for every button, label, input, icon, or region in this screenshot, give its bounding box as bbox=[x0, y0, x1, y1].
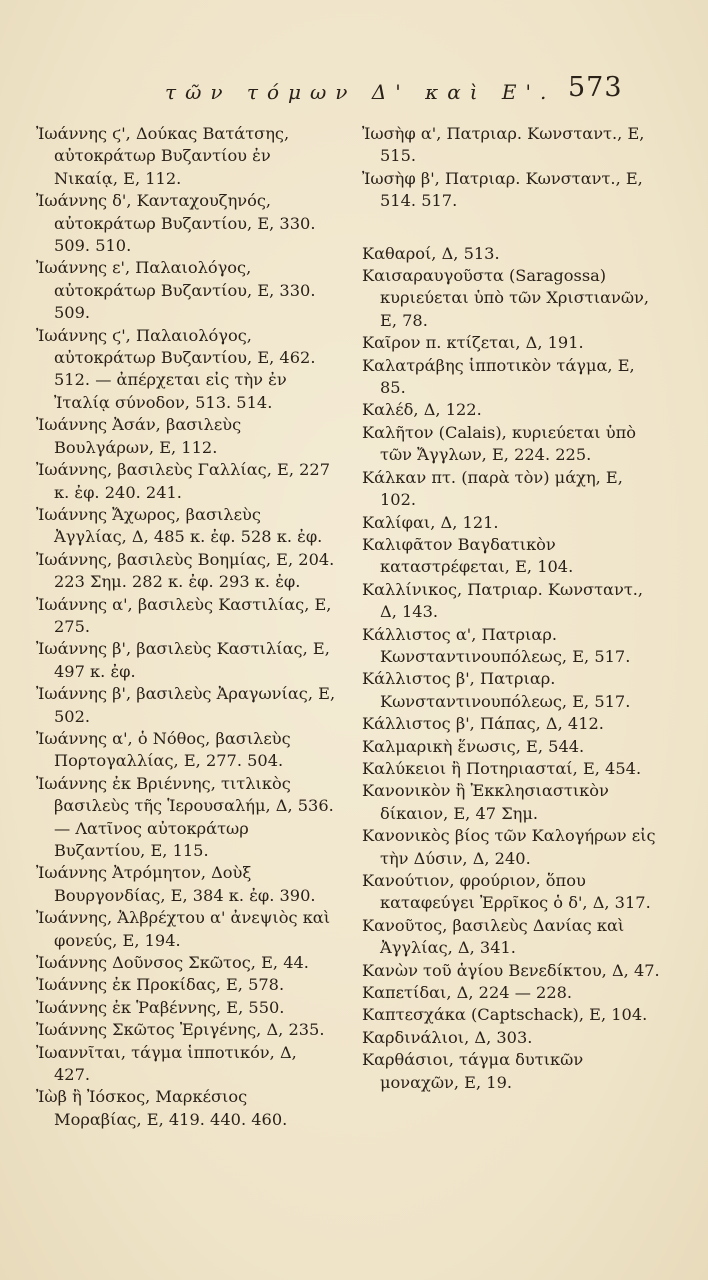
index-entry: Ἰωάννης Ἀσάν, βασιλεὺς Βουλγάρων, Ε, 112. bbox=[36, 415, 247, 457]
running-title: τῶν τόμων Δ' καὶ Ε'. bbox=[165, 80, 556, 104]
index-entry: Ἰωάννης β', βασιλεὺς Καστιλίας, Ε, 497 κ. ἐφ. bbox=[36, 639, 336, 681]
index-group-iota bbox=[362, 123, 664, 213]
index-entry: Ἰωάννης ἐκ Προκίδας, Ε, 578. bbox=[36, 975, 285, 995]
index-entry: Καλέδ, Δ, 122. bbox=[362, 400, 482, 420]
index-entry: Κανὼν τοῦ ἁγίου Βενεδίκτου, Δ, 47. bbox=[362, 960, 660, 980]
index-entry: Ἰωαννῖται, τάγμα ἱππoτικόν, Δ, 427. bbox=[36, 1042, 302, 1085]
index-entry: Ἰωάννης Δοῦνσος Σκῶτος, Ε, 44. bbox=[36, 953, 309, 973]
index-entry: Ἰωάννης ἐκ Ῥαβέννης, Ε, 550. bbox=[36, 997, 285, 1017]
index-entry: Ἰωσὴφ α', Πατριαρ. Κωνσταντ., Ε, 515. bbox=[362, 124, 650, 166]
index-entry: Καλλίνικος, Πατριαρ. Κωνσταντ., Δ, 143. bbox=[362, 579, 649, 622]
index-entry: Καλίφαι, Δ, 121. bbox=[362, 512, 499, 532]
index-entry: Ἰωάννης Ἀτρόμητον, Δοὺξ Βουργονδίας, Ε, 384 κ. ἐφ. 390. bbox=[36, 863, 316, 905]
index-entry: Ἰωάννης, βασιλεὺς Βοημίας, Ε, 204. 223 Σημ. 282 κ. ἐφ. 293 κ. ἐφ. bbox=[36, 549, 340, 592]
index-entry: Καλιφᾶτον Βαγδατικὸν καταστρέφεται, Ε, 104. bbox=[362, 534, 574, 577]
index-entry: Ἰωάννης, βασιλεὺς Γαλλίας, Ε, 227 κ. ἐφ. 240. 241. bbox=[36, 460, 336, 502]
page-number: 573 bbox=[568, 72, 623, 103]
index-entry: Κάλκαν πτ. (παρὰ τὸν) μάχη, Ε, 102. bbox=[362, 467, 629, 510]
index-entry: Ἰωάννης, Ἀλβρέχτου α' ἀνεψιὸς καὶ φονεύς, Ε, 194. bbox=[36, 908, 336, 950]
index-entry: Ἰωσὴφ β', Πατριαρ. Κωνσταντ., Ε, 514. 517. bbox=[362, 168, 648, 211]
index-entry: Καλύκειοι ἢ Ποτηριασταί, Ε, 454. bbox=[362, 758, 642, 778]
index-column-left bbox=[36, 123, 341, 1131]
index-entry: Κάλλιστος α', Πατριαρ. Κωνσταντινουπόλεως, Ε, 517. bbox=[362, 624, 631, 666]
section-gap bbox=[362, 213, 664, 243]
index-entry: Κανονικὸς βίος τῶν Καλογήρων εἰς τὴν Δύσιν, Δ, 240. bbox=[362, 826, 661, 868]
index-entry: Ἰὼβ ἢ Ἰόσκος, Μαρκέσιος Μοραβίας, Ε, 419. 440. 460. bbox=[36, 1087, 288, 1129]
index-entry: Ἰωάννης ϛ', Παλαιολόγος, αὐτοκράτωρ Βυζαντίου, Ε, 462. 512. — ἀπέρχεται εἰς τὴν ἐν Ἰταλίᾳ σύνοδον, 513. 514. bbox=[36, 325, 321, 412]
index-entry: Καρδινάλιοι, Δ, 303. bbox=[362, 1027, 533, 1047]
index-entry: Καρθάσιοι, τάγμα δυτικῶν μοναχῶν, Ε, 19. bbox=[362, 1050, 589, 1092]
index-entry: Καλμαρικὴ ἕνωσις, Ε, 544. bbox=[362, 736, 585, 756]
index-entry: Ἰωάννης δ', Κανταχουζηνός, αὐτοκράτωρ Βυζαντίου, Ε, 330. 509. 510. bbox=[36, 191, 321, 256]
index-entry: Καπτεσχάκα (Captschack), Ε, 104. bbox=[362, 1005, 648, 1025]
index-entry: Καῖρον π. κτίζεται, Δ, 191. bbox=[362, 333, 584, 353]
index-entry: Ἰωάννης ϛ', Δούκας Βατάτσης, αὐτοκράτωρ Βυζαντίου ἐν Νικαίᾳ, Ε, 112. bbox=[36, 124, 295, 188]
index-entry: Κάλλιστος β', Πάπας, Δ, 412. bbox=[362, 714, 604, 734]
index-entry: Ἰωάννης α', ὁ Νόθος, βασιλεὺς Πορτογαλλίας, Ε, 277. 504. bbox=[36, 728, 296, 771]
index-entry: Κανοῦτος, βασιλεὺς Δανίας καὶ Ἀγγλίας, Δ, 341. bbox=[362, 915, 630, 958]
index-entry: Ἰωάννης Ἄχωρος, βασιλεὺς Ἀγγλίας, Δ, 485 κ. ἐφ. 528 κ. ἐφ. bbox=[36, 504, 323, 547]
index-entry: Ἰωάννης ε', Παλαιολόγος, αὐτοκράτωρ Βυζαντίου, Ε, 330. 509. bbox=[36, 258, 321, 323]
index-entry: Καισαραυγοῦστα (Saragossa) κυριεύεται ὑπὸ τῶν Χριστιανῶν, Ε, 78. bbox=[362, 266, 655, 330]
index-entry: Καλῆτον (Calais), κυριεύεται ὑπὸ τῶν Ἄγγλων, Ε, 224. 225. bbox=[362, 422, 642, 465]
index-entry: Καλατράβης ἱππoτικὸν τάγμα, Ε, 85. bbox=[362, 355, 640, 398]
index-entry: Καθαροί, Δ, 513. bbox=[362, 243, 500, 263]
index-entry: Κάλλιστος β', Πατριαρ. Κωνσταντινουπόλεως, Ε, 517. bbox=[362, 669, 631, 711]
index-group-kappa bbox=[362, 243, 664, 1094]
index-column-right bbox=[362, 123, 664, 1094]
index-entry: Ἰωάννης Σκῶτος Ἐριγένης, Δ, 235. bbox=[36, 1020, 325, 1040]
index-entry: Ἰωάννης β', βασιλεὺς Ἀραγωνίας, Ε, 502. bbox=[36, 684, 341, 726]
index-entry: Κανούτιον, φρούριον, ὅπου καταφεύγει Ἐρρῖκος ὁ δ', Δ, 317. bbox=[362, 871, 651, 913]
index-entry: Καπετίδαι, Δ, 224 — 228. bbox=[362, 983, 573, 1003]
index-entry: Κανονικὸν ἢ Ἐκκλησιαστικὸν δίκαιον, Ε, 47 Σημ. bbox=[362, 781, 615, 823]
index-entry: Ἰωάννης α', βασιλεὺς Καστιλίας, Ε, 275. bbox=[36, 594, 337, 636]
index-entry: Ἰωάννης ἐκ Βριέννης, τιτλικὸς βασιλεὺς τῆς Ἱερουσαλήμ, Δ, 536. — Λατῖνος αὐτοκράτωρ Βυζαντίου, Ε, 115. bbox=[36, 773, 339, 860]
